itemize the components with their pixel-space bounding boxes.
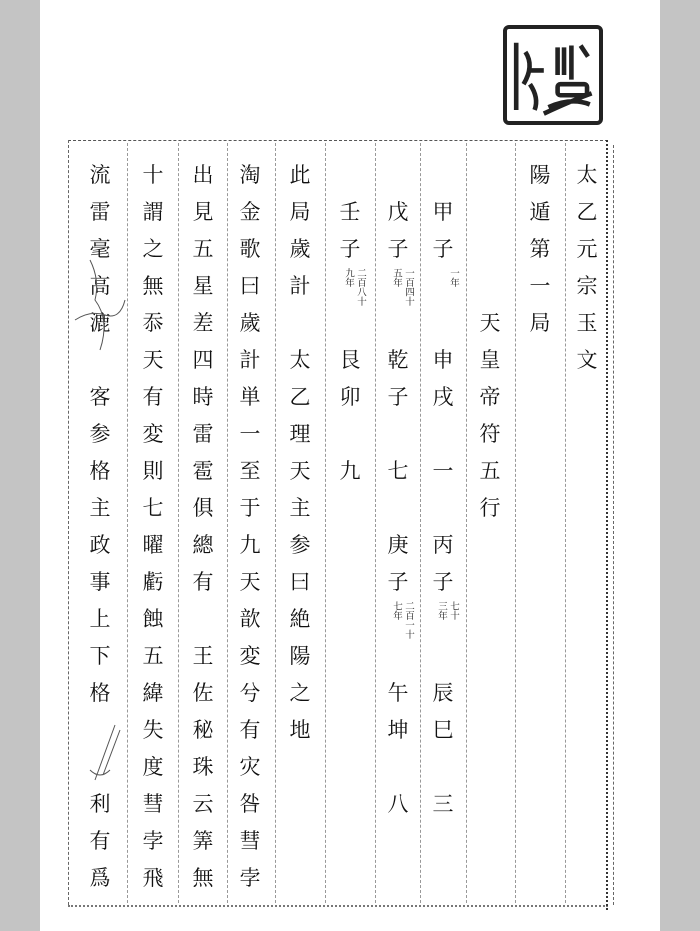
character: 王: [192, 644, 214, 668]
character: 曜: [142, 533, 164, 557]
character: 四: [192, 348, 214, 372]
character: 政: [89, 533, 111, 557]
character: 爲: [89, 866, 111, 890]
character: 卯: [339, 385, 361, 409]
character: 天: [289, 459, 311, 483]
character: 總: [192, 533, 214, 557]
character: 彗: [239, 829, 261, 853]
character: 坤: [387, 718, 409, 742]
character: 出: [192, 163, 214, 187]
character: 艮: [339, 348, 361, 372]
character: 八: [387, 792, 409, 816]
character: 申: [432, 348, 454, 372]
character: 壬: [339, 200, 361, 224]
character: 一: [239, 422, 261, 446]
character: 丙: [432, 533, 454, 557]
annotation-note: 七十三年: [436, 601, 459, 620]
character: 飛: [142, 866, 164, 890]
character: 主: [289, 496, 311, 520]
ink-smudge-icon: [85, 720, 125, 790]
character: 見: [192, 200, 214, 224]
character: 五: [479, 459, 501, 483]
character: 此: [289, 163, 311, 187]
character: 歲: [239, 311, 261, 335]
character: 彗: [142, 792, 164, 816]
character: 度: [142, 755, 164, 779]
column-rule: [565, 143, 566, 903]
character: 単: [239, 385, 261, 409]
character: 淘: [239, 163, 261, 187]
collector-seal: [503, 25, 603, 125]
frame-right-border-inner: [613, 145, 614, 905]
character: 雷: [192, 422, 214, 446]
ink-smudge-icon: [70, 240, 130, 370]
character: 文: [576, 348, 598, 372]
character: 三: [432, 792, 454, 816]
seal-glyph-icon: [507, 29, 599, 121]
character: 子: [387, 570, 409, 594]
character: 庚: [387, 533, 409, 557]
character: 天: [239, 570, 261, 594]
character: 歌: [239, 237, 261, 261]
character: 五: [192, 237, 214, 261]
frame-top-border: [68, 140, 608, 141]
character: 符: [479, 422, 501, 446]
character: 地: [289, 718, 311, 742]
character: 灾: [239, 755, 261, 779]
character: 毫: [89, 237, 111, 261]
character: 陽: [289, 644, 311, 668]
character: 失: [142, 718, 164, 742]
annotation-note: 一百四十五年: [391, 268, 414, 306]
character: 漉: [89, 311, 111, 335]
character: 曰: [239, 274, 261, 298]
character: 参: [289, 533, 311, 557]
character: 之: [289, 681, 311, 705]
frame-bottom-border: [68, 905, 608, 907]
character: 虧: [142, 570, 164, 594]
character: 星: [192, 274, 214, 298]
character: 忝: [142, 311, 164, 335]
character: 変: [239, 644, 261, 668]
column-rule: [325, 143, 326, 903]
character: 戊: [387, 200, 409, 224]
character: 秘: [192, 718, 214, 742]
character: 十: [142, 163, 164, 187]
character: 格: [89, 681, 111, 705]
character: 孛: [239, 866, 261, 890]
character: 辰: [432, 681, 454, 705]
character: 計: [289, 274, 311, 298]
column-rule: [515, 143, 516, 903]
character: 有: [89, 829, 111, 853]
character: 筭: [192, 829, 214, 853]
character: 第: [529, 237, 551, 261]
character: 午: [387, 681, 409, 705]
column-rule: [275, 143, 276, 903]
character: 無: [142, 274, 164, 298]
character: 理: [289, 422, 311, 446]
character: 金: [239, 200, 261, 224]
character: 甲: [432, 200, 454, 224]
character: 佐: [192, 681, 214, 705]
character: 時: [192, 385, 214, 409]
character: 一: [529, 274, 551, 298]
character: 絶: [289, 607, 311, 631]
column-rule: [466, 143, 467, 903]
column-rule: [227, 143, 228, 903]
character: 至: [239, 459, 261, 483]
character: 七: [142, 496, 164, 520]
character: 参: [89, 422, 111, 446]
character: 子: [432, 237, 454, 261]
character: 謂: [142, 200, 164, 224]
character: 陽: [529, 163, 551, 187]
character: 戌: [432, 385, 454, 409]
annotation-note: 一年: [448, 268, 459, 287]
column-rule: [375, 143, 376, 903]
character: 珠: [192, 755, 214, 779]
character: 太: [289, 348, 311, 372]
character: 乾: [387, 348, 409, 372]
character: 乙: [576, 200, 598, 224]
annotation-note: 二百八十九年: [343, 268, 366, 306]
character: 曰: [289, 570, 311, 594]
character: 元: [576, 237, 598, 261]
character: 俱: [192, 496, 214, 520]
character: 歲: [289, 237, 311, 261]
character: 五: [142, 644, 164, 668]
character: 緯: [142, 681, 164, 705]
character: 高: [89, 274, 111, 298]
character: 格: [89, 459, 111, 483]
character: 計: [239, 348, 261, 372]
column-rule: [178, 143, 179, 903]
character: 一: [432, 459, 454, 483]
character: 帝: [479, 385, 501, 409]
character: 有: [192, 570, 214, 594]
character: 乙: [289, 385, 311, 409]
character: 子: [339, 237, 361, 261]
character: 雹: [192, 459, 214, 483]
character: 行: [479, 496, 501, 520]
character: 流: [89, 163, 111, 187]
character: 変: [142, 422, 164, 446]
character: 宗: [576, 274, 598, 298]
column-rule: [420, 143, 421, 903]
character: 有: [142, 385, 164, 409]
character: 遁: [529, 200, 551, 224]
character: 局: [289, 200, 311, 224]
character: 天: [479, 311, 501, 335]
character: 上: [89, 607, 111, 631]
character: 客: [89, 385, 111, 409]
character: 七: [387, 459, 409, 483]
character: 之: [142, 237, 164, 261]
character: 太: [576, 163, 598, 187]
character: 子: [387, 237, 409, 261]
character: 差: [192, 311, 214, 335]
character: 歆: [239, 607, 261, 631]
character: 咎: [239, 792, 261, 816]
frame-left-border: [68, 140, 69, 905]
character: 子: [432, 570, 454, 594]
character: 九: [339, 459, 361, 483]
character: 兮: [239, 681, 261, 705]
character: 子: [387, 385, 409, 409]
character: 于: [239, 496, 261, 520]
character: 下: [89, 644, 111, 668]
character: 主: [89, 496, 111, 520]
character: 蝕: [142, 607, 164, 631]
character: 天: [142, 348, 164, 372]
character: 則: [142, 459, 164, 483]
annotation-note: 二百一十七年: [391, 601, 414, 639]
character: 云: [192, 792, 214, 816]
character: 玉: [576, 311, 598, 335]
character: 孛: [142, 829, 164, 853]
character: 雷: [89, 200, 111, 224]
character: 局: [529, 311, 551, 335]
character: 事: [89, 570, 111, 594]
character: 利: [89, 792, 111, 816]
character: 有: [239, 718, 261, 742]
character: 巳: [432, 718, 454, 742]
character: 皇: [479, 348, 501, 372]
character: 九: [239, 533, 261, 557]
character: 無: [192, 866, 214, 890]
